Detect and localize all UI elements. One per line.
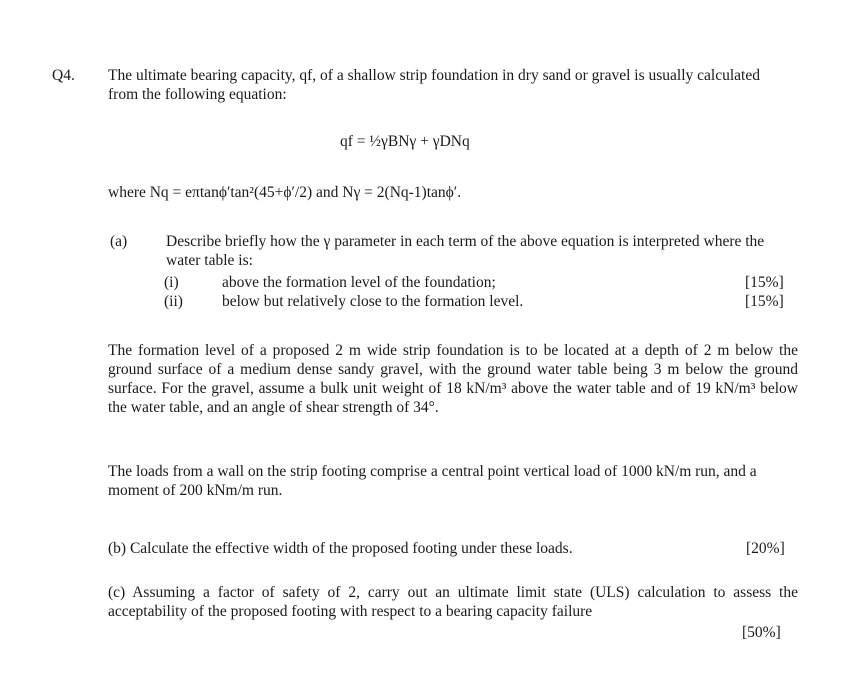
where-definitions: where Nq = eπtanϕ′tan²(45+ϕ′/2) and Nγ = 2(Nq-1)tanϕ′.: [108, 184, 462, 201]
part-b-text: (b) Calculate the effective width of the proposed footing under these loads.: [108, 540, 573, 557]
part-c-mark: [50%]: [742, 624, 781, 641]
question-number: Q4.: [52, 67, 75, 84]
part-a-item-ii: [164, 292, 523, 311]
bearing-capacity-equation: qf = ½γBNγ + γDNq: [340, 133, 470, 150]
item-number: (ii): [164, 293, 183, 310]
loads-paragraph: The loads from a wall on the strip footing comprise a central point vertical load of 1000 kN/m run, and a moment of 200 kNm/m run.: [108, 463, 757, 499]
part-c-text: (c) Assuming a factor of safety of 2, carry out an ultimate limit state (ULS) calculation to assess the acceptability of the proposed footing with respect to a bearing capacity failure: [108, 584, 798, 620]
part-a-item-ii-mark: [15%]: [745, 293, 784, 310]
part-a-item-i: [164, 273, 496, 292]
item-text: above the formation level of the foundation;: [222, 274, 496, 291]
foundation-description-paragraph: The formation level of a proposed 2 m wide strip foundation is to be located at a depth of 2 m below the ground surface of a medium dense sandy gravel, with the ground water table being 3 m below the ground surface. For the gravel, assume a bulk unit weight of 18 kN/m³ above the water table and of 19 kN/m³ below the water table, and an angle of shear strength of 34°.: [108, 342, 798, 416]
question-intro: The ultimate bearing capacity, qf, of a shallow strip foundation in dry sand or gravel is usually calculated from the following equation:: [108, 67, 760, 103]
item-number: (i): [164, 274, 179, 291]
part-a-item-i-mark: [15%]: [745, 274, 784, 291]
part-a-label: (a): [110, 233, 128, 250]
part-b-mark: [20%]: [746, 540, 785, 557]
part-a-text: Describe briefly how the γ parameter in each term of the above equation is interpreted where the water table is:: [166, 233, 765, 269]
item-text: below but relatively close to the formation level.: [222, 293, 524, 310]
